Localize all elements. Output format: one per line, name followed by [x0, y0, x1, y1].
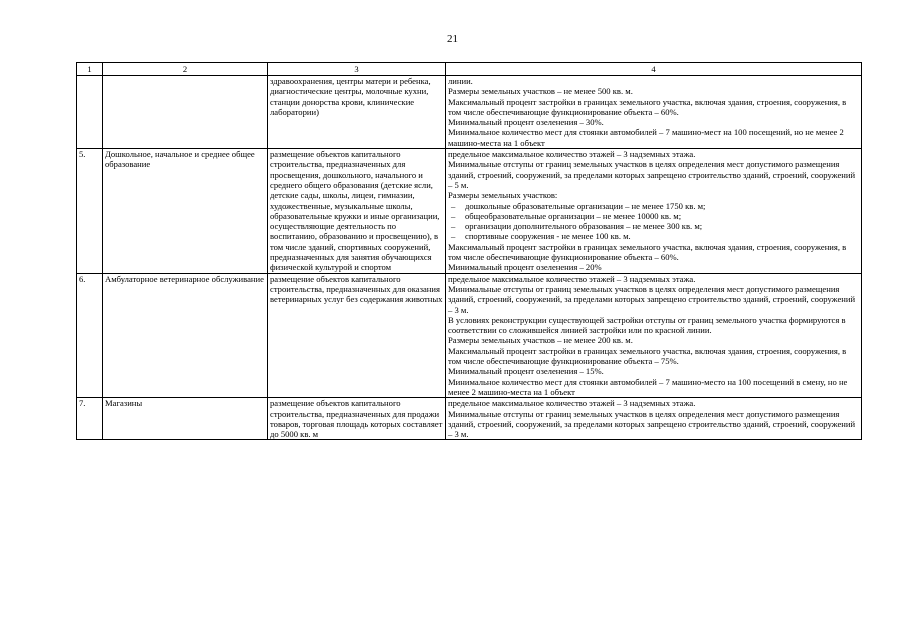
bullet-item [448, 211, 859, 221]
parameters-cell [446, 398, 862, 440]
parameter-line: предельное максимальное количество этажей – 3 надземных этажа. [448, 273, 696, 284]
parameter-line: Минимальное количество мест для стоянки автомобилей – 7 машино-место на 100 посещений в смену, но не менее 2 машино-места на 1 объект [448, 376, 848, 397]
parameter-line: Минимальный процент озеленения – 20% [448, 262, 602, 273]
parameter-line: Максимальный процент застройки в границах земельного участка, включая здания, строения, сооружения, в том числе обеспечивающие функционирование объекта – 60%. [448, 241, 847, 263]
parameter-line: Минимальное количество мест для стоянки автомобилей – 7 машино-мест на 100 посещений, но не менее 2 машино-места на 1 объект [448, 127, 844, 148]
page-number: 21 [447, 33, 458, 45]
bullet-item [448, 221, 859, 231]
column-number-2: 2 [103, 63, 268, 76]
bullet-text: спортивные сооружения - не менее 100 кв. м. [465, 231, 631, 242]
parameter-line: Минимальный процент озеленения – 30%. [448, 117, 604, 128]
use-type-name: Дошкольное, начальное и среднее общее образование [103, 149, 268, 274]
table-row [77, 149, 862, 274]
use-type-description: здравоохранения, центры матери и ребенка, диагностические центры, молочные кухни, станции донорства крови, клинические лаборатории) [268, 76, 446, 149]
row-number [77, 76, 103, 149]
column-number-row [77, 63, 862, 76]
parameter-line: Размеры земельных участков – не менее 200 кв. м. [448, 335, 633, 346]
parameter-line: Минимальные отступы от границ земельных участков в целях определения мест допустимого размещения зданий, строений, сооружений, за пределами которых запрещено строительство зданий, строений, сооружений – 3 м. [448, 408, 856, 440]
bullet-item [448, 201, 859, 211]
dash-bullet-icon: – [451, 200, 456, 211]
bullet-text: организации дополнительного образования – не менее 300 кв. м; [465, 221, 703, 232]
table-row [77, 76, 862, 149]
row-number: 5. [77, 149, 103, 274]
bullet-text: дошкольные образовательные организации – не менее 1750 кв. м; [465, 200, 706, 211]
use-type-name [103, 76, 268, 149]
row-number: 6. [77, 273, 103, 398]
use-type-name: Магазины [103, 398, 268, 440]
parameter-line: предельное максимальное количество этажей – 3 надземных этажа. [448, 398, 696, 409]
dash-bullet-icon: – [451, 231, 456, 242]
use-type-name: Амбулаторное ветеринарное обслуживание [103, 273, 268, 398]
bullet-item [448, 231, 859, 241]
parameters-cell [446, 149, 862, 274]
column-number-4: 4 [446, 63, 862, 76]
parameter-line: В условиях реконструкции существующей застройки отступы от границ земельного участка формируются в соответствии со сложившейся линией застройки или по красной линии. [448, 314, 846, 336]
parameters-cell [446, 76, 862, 149]
parameter-line: линии. [448, 76, 473, 86]
parameters-cell [446, 273, 862, 398]
parameter-line: Минимальный процент озеленения – 15%. [448, 366, 604, 377]
land-use-regulations-table [76, 62, 862, 440]
column-number-1: 1 [77, 63, 103, 76]
use-type-description: размещение объектов капитального строительства, предназначенных для продажи товаров, торговая площадь которых составляет до 5000 кв. м [268, 398, 446, 440]
parameter-line: Минимальные отступы от границ земельных участков в целях определения мест допустимого размещения зданий, строений, сооружений, за пределами которых запрещено строительство зданий, строений, сооружений – 5 м. [448, 159, 856, 190]
parameter-line: Размеры земельных участков: [448, 190, 558, 201]
column-number-3: 3 [268, 63, 446, 76]
use-type-description: размещение объектов капитального строительства, предназначенных для оказания ветеринарных услуг без содержания животных [268, 273, 446, 398]
parameter-line: Максимальный процент застройки в границах земельного участка, включая здания, строения, сооружения, в том числе обеспечивающие функционирование объекта – 75%. [448, 345, 847, 367]
use-type-description: размещение объектов капитального строительства, предназначенных для просвещения, дошкольного, начального и среднего общего образования (детские ясли, детские сады, школы, лицеи, гимназии, художественные, музыкальные школы, образовательные кружки и иные организации, осуществляющие деятельность по воспитанию, образованию и просвещению), в том числе зданий, спортивных сооружений, предназначенных для занятия обучающихся физической культурой и спортом [268, 149, 446, 274]
parameter-line: Максимальный процент застройки в границах земельного участка, включая здания, строения, сооружения, в том числе обеспечивающие функционирование объекта – 60%. [448, 96, 847, 117]
row-number: 7. [77, 398, 103, 440]
table-row [77, 273, 862, 398]
parameter-line: предельное максимальное количество этажей – 3 надземных этажа. [448, 149, 696, 160]
dash-bullet-icon: – [451, 210, 456, 221]
table-row [77, 398, 862, 440]
parameter-line: Размеры земельных участков – не менее 500 кв. м. [448, 86, 633, 97]
parameter-line: Минимальные отступы от границ земельных участков в целях определения мест допустимого размещения зданий, строений, сооружений, за пределами которых запрещено строительство зданий, строений, сооружений – 3 м. [448, 283, 856, 315]
dash-bullet-icon: – [451, 221, 456, 232]
bullet-text: общеобразовательные организации – не менее 10000 кв. м; [465, 210, 682, 221]
